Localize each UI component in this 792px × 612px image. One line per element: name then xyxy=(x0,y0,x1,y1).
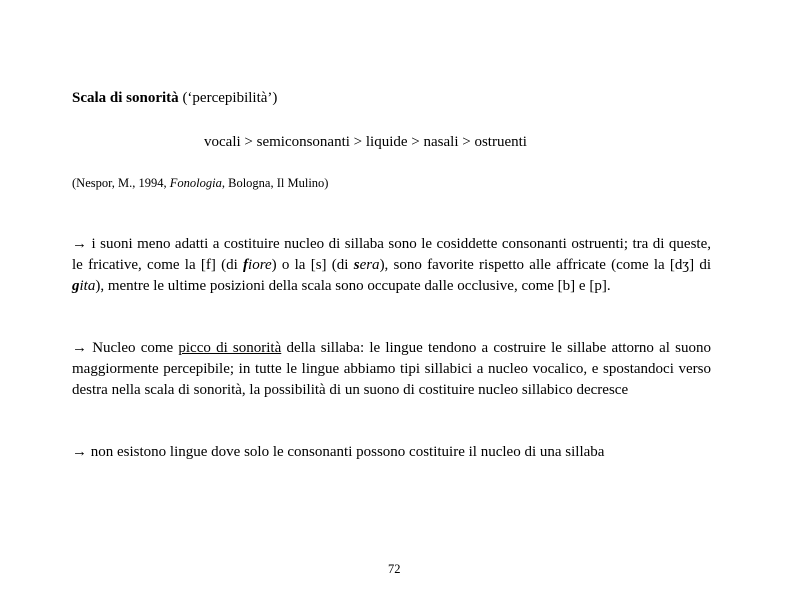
para1-fiore-f: f xyxy=(243,257,249,273)
arrow-icon: → xyxy=(72,340,87,356)
citation xyxy=(72,176,328,191)
sonority-scale: vocali > semiconsonanti > liquide > nasali > ostruenti xyxy=(204,134,527,150)
section-title xyxy=(72,90,277,107)
para1-sera-s: s xyxy=(353,257,360,273)
paragraph-3 xyxy=(72,442,711,463)
para2-text-1: Nucleo come xyxy=(87,340,179,356)
para1-text-3: ), sono favorite rispetto alle affricate (come la [dʒ] di xyxy=(379,257,712,273)
citation-after: , Bologna, Il Mulino) xyxy=(221,176,329,190)
para1-text-4: ), mentre le ultime posizioni della scala sono occupate dalle occlusive, come [b] e [p]. xyxy=(95,278,611,294)
para1-text-1: i suoni meno adatti a costituire nucleo di sillaba sono le cosiddette consonanti ostruenti; tra di queste, le fricative, come la [f] (di xyxy=(72,236,711,273)
para1-gita-rest: ita xyxy=(79,278,96,294)
para1-text-2: ) o la [s] (di xyxy=(271,257,354,273)
title-rest: (‘percepibilità’) xyxy=(178,90,278,106)
para1-gita-g: g xyxy=(72,278,80,294)
title-bold: Scala di sonorità xyxy=(72,90,179,106)
para2-underlined: picco di sonorità xyxy=(178,340,282,356)
para2-text-2: della sillaba: le lingue tendono a costruire le sillabe attorno al suono maggiormente percepibile; in tutte le lingue abbiamo tipi sillabici a nucleo vocalico, e spostandoci verso destra nella scala di sonorità, la possibilità di un suono di costituire nucleo sillabico decresce xyxy=(72,340,711,398)
citation-title: Fonologia xyxy=(169,176,222,190)
para1-sera-rest: era xyxy=(359,257,380,273)
paragraph-2 xyxy=(72,338,711,401)
para3-text: non esistono lingue dove solo le consonanti possono costituire il nucleo di una sillaba xyxy=(87,444,605,460)
para1-fiore-rest: iore xyxy=(248,257,272,273)
page-number: 72 xyxy=(388,562,401,576)
arrow-icon: → xyxy=(72,444,87,460)
citation-before: (Nespor, M., 1994, xyxy=(72,176,170,190)
paragraph-1 xyxy=(72,234,711,297)
arrow-icon: → xyxy=(72,236,87,252)
